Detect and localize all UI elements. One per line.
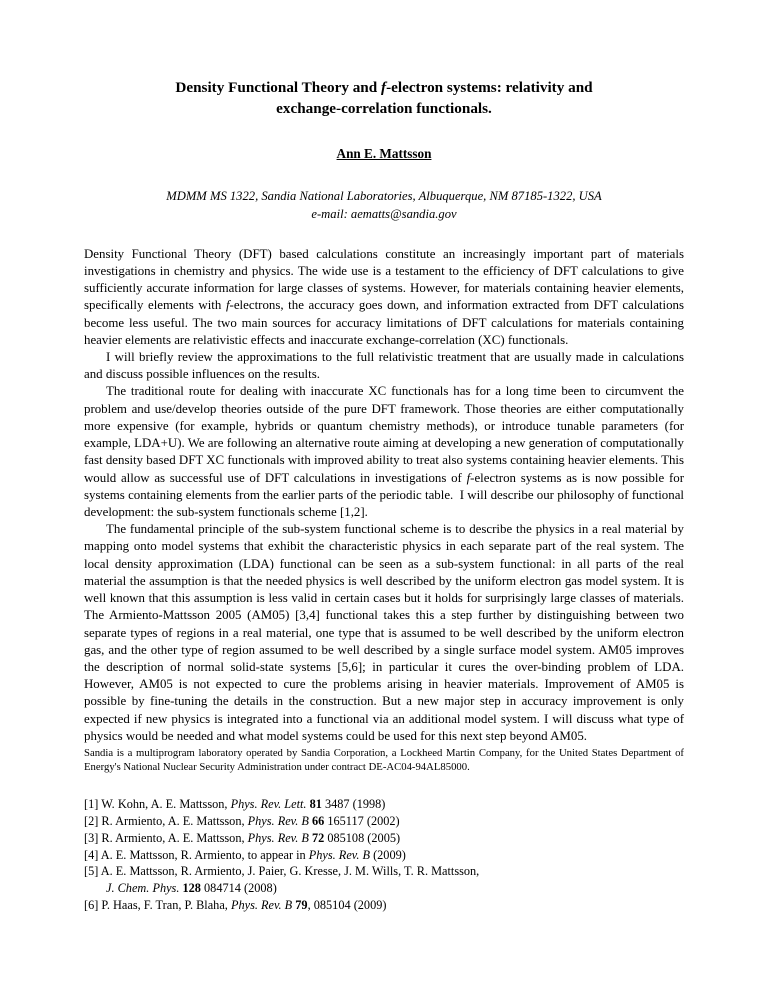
reference-item-3 bbox=[84, 830, 684, 847]
ref-authors: R. Armiento, A. E. Mattsson, bbox=[101, 830, 245, 845]
paragraph-1: Density Functional Theory (DFT) based calculations constitute an increasingly important part of materials investigations in chemistry and physics. The wide use is a testament to the efficiency of DFT calculations to give sufficiently accurate information for large classes of systems. However, for materials containing heavier elements, specifically elements with f-electrons, the accuracy goes down, and information extracted from DFT calculations become less useful. The two main sources for accuracy limitations of DFT calculations for materials containing heavier elements are relativistic effects and inaccurate exchange-correlation (XC) functionals. bbox=[84, 246, 684, 347]
page-title bbox=[98, 78, 670, 120]
ref-authors: A. E. Mattsson, R. Armiento, to appear in bbox=[100, 847, 306, 862]
ref-tag: [5] bbox=[84, 864, 99, 879]
ref-year: (2005) bbox=[367, 830, 401, 845]
footnote bbox=[84, 747, 684, 774]
reference-item-4 bbox=[84, 847, 684, 864]
ref-journal: Phys. Rev. B bbox=[247, 830, 309, 845]
paragraph-4: The fundamental principle of the sub-system functional scheme is to describe the physics in a real material by mapping onto model systems that exhibit the characteristic physics in each separate part of the real system. The local density approximation (LDA) functional can be seen as a sub-system functional: in all parts of the real material the assumption is that the needed physics is well described by the uniform electron gas model system. It is well known that this assumption is less valid in certain cases but it holds for surprisingly large classes of materials. The Armiento-Mattsson 2005 (AM05) [3,4] functional takes this a step further by distinguishing between two separate types of regions in a real material, one type that is assumed to be well described by the uniform electron gas, and the other type of region assumed to be well described by a single surface model system. AM05 improves the description of normal solid-state systems [5,6]; in particular it cures the over-binding problem of LDA. However, AM05 is not expected to cure the problems arising in heavier materials. Improvement of AM05 is possible by fine-tuning the details in the construction. But a new major step in accuracy improvement is only expected if new physics is integrated into a functional via an additional model system. I will discuss what type of physics would be needed and what model systems could be used for this next step beyond AM05. bbox=[84, 522, 684, 743]
author-name: Ann E. Mattsson bbox=[336, 145, 432, 161]
author-email: e-mail: aematts@sandia.gov bbox=[311, 206, 457, 221]
ref-authors: P. Haas, F. Tran, P. Blaha, bbox=[101, 897, 228, 912]
affiliation: MDMM MS 1322, Sandia National Laboratories, Albuquerque, NM 87185-1322, USA bbox=[166, 188, 602, 203]
ref-journal: Phys. Rev. Lett. bbox=[230, 797, 307, 812]
ref-journal: Phys. Rev. B bbox=[308, 847, 370, 862]
ref-journal: J. Chem. Phys. bbox=[106, 881, 180, 895]
ref-year: (2009) bbox=[373, 847, 406, 862]
reference-item-1 bbox=[84, 796, 684, 813]
ref-authors: R. Armiento, A. E. Mattsson, bbox=[101, 814, 245, 829]
ref-tag: [6] bbox=[84, 897, 99, 912]
ref-volume: 66 bbox=[311, 814, 325, 829]
ref-authors: W. Kohn, A. E. Mattsson, bbox=[101, 797, 228, 812]
title-line1-italic: f bbox=[381, 79, 387, 96]
ref-tag: [2] bbox=[84, 814, 99, 829]
reference-item-5-continuation bbox=[84, 880, 684, 897]
reference-item-5 bbox=[84, 863, 684, 880]
title-line2: exchange-correlation functionals. bbox=[276, 99, 492, 117]
paragraph-2: I will briefly review the approximations to the full relativistic treatment that are usually made in calculations and discuss possible influences on the results. bbox=[84, 350, 684, 382]
ref-tag: [1] bbox=[84, 797, 99, 812]
ref-pages: 085104 bbox=[313, 897, 351, 912]
ref-tag: [4] bbox=[84, 847, 99, 862]
ref-pages: 3487 bbox=[324, 797, 350, 812]
title-line1-pre: Density Functional Theory and bbox=[175, 79, 381, 96]
ref-year: (2009) bbox=[353, 897, 387, 912]
ref-volume: 72 bbox=[311, 830, 325, 845]
paragraph-3: The traditional route for dealing with inaccurate XC functionals has for a long time been to circumvent the problem and use/develop theories outside of the pure DFT framework. Those theories are either computationally more expensive (for example, hybrids or quantum chemistry methods), or introduce tunable parameters (for example, LDA+U). We are following an alternative route aiming at developing a new generation of computationally fast density based DFT XC functionals with improved ability to treat also systems containing heavier elements. This would allow as successful use of DFT calculations in investigations of f-electron systems as is now possible for systems containing elements from the earlier parts of the periodic table. I will describe our philosophy of functional development: the sub-system functionals scheme [1,2]. bbox=[84, 384, 684, 519]
ref-pages: 085108 bbox=[327, 830, 365, 845]
ref-authors: A. E. Mattsson, R. Armiento, J. Paier, G. Kresse, J. M. Wills, T. R. Mattsson, bbox=[100, 864, 480, 879]
ref-year: (2008) bbox=[244, 881, 277, 895]
reference-item-6 bbox=[84, 897, 684, 914]
footnote-text: Sandia is a multiprogram laboratory operated by Sandia Corporation, a Lockheed Martin Company, for the United States Department of Energy's National Nuclear Security Administration under contract DE-AC04-94AL85000. bbox=[84, 747, 684, 773]
ref-year: (1998) bbox=[352, 797, 386, 812]
ref-volume: 128 bbox=[182, 881, 201, 895]
title-line1-post: -electron systems: relativity and bbox=[386, 79, 593, 96]
ref-tag: [3] bbox=[84, 830, 99, 845]
ref-year: (2002) bbox=[366, 814, 400, 829]
ref-journal: Phys. Rev. B bbox=[247, 814, 309, 829]
references-list bbox=[84, 796, 684, 913]
abstract-body bbox=[84, 246, 684, 745]
ref-pages: 084714 bbox=[204, 881, 241, 895]
ref-journal: Phys. Rev. B bbox=[230, 897, 293, 912]
ref-comma: , bbox=[307, 897, 311, 912]
reference-item-2 bbox=[84, 813, 684, 830]
ref-volume: 81 bbox=[309, 797, 322, 812]
ref-pages: 165117 bbox=[327, 814, 364, 829]
ref-volume: 79 bbox=[295, 897, 308, 912]
